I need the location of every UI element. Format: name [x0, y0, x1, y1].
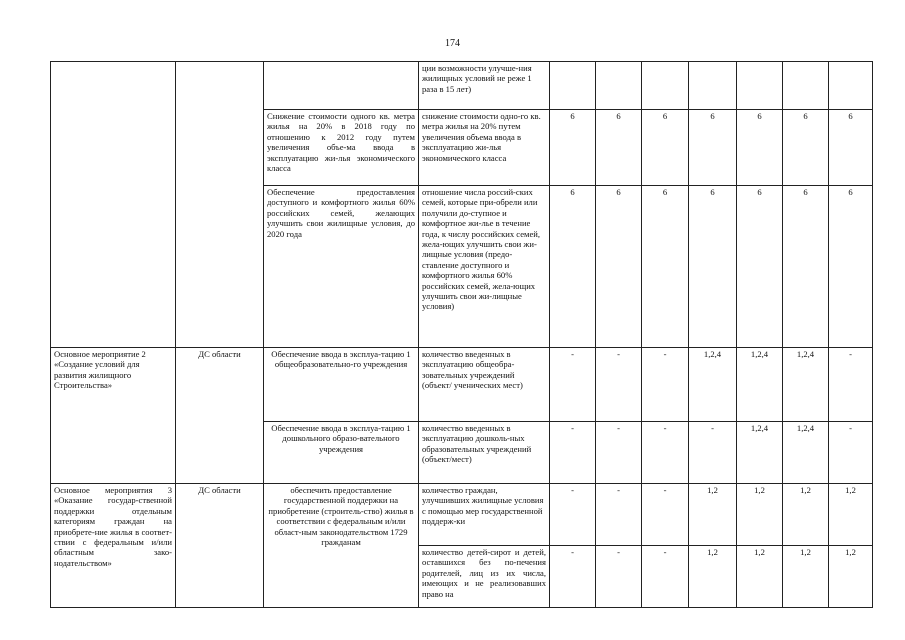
- indicator-cell: количество введенных в эксплуатацию общеобра-зовательных учреждений (объект/ ученических мест): [419, 348, 550, 422]
- value-cell: 1,2: [689, 546, 737, 608]
- value-cell: 6: [829, 110, 873, 186]
- value-cell: 6: [642, 110, 689, 186]
- table-row: [51, 62, 873, 110]
- value-cell: [737, 62, 783, 110]
- indicator-cell: количество детей-сирот и детей, оставшихся без по-печения родителей, лиц из их числа, имеющих и не реализовавших право на: [419, 546, 550, 608]
- page-number: 174: [445, 38, 460, 49]
- value-cell: -: [596, 422, 642, 484]
- value-cell: 1,2: [737, 546, 783, 608]
- value-cell: -: [642, 546, 689, 608]
- value-cell: 6: [596, 110, 642, 186]
- goal-cell: Основное мероприятия 3 «Оказание государ-ственной поддержки отдельным категориям граждан на приобрете-ние жилья в соответ-ствии с федеральным и/или областным зако-нодательством»: [51, 484, 176, 608]
- target-cell: Обеспечение ввода в эксплуа-тацию 1 дошкольного образо-вательного учреждения: [264, 422, 419, 484]
- value-cell: -: [642, 348, 689, 422]
- value-cell: 6: [783, 186, 829, 348]
- value-cell: [829, 62, 873, 110]
- value-cell: -: [550, 546, 596, 608]
- value-cell: -: [642, 422, 689, 484]
- value-cell: -: [550, 348, 596, 422]
- value-cell: [783, 62, 829, 110]
- value-cell: 6: [642, 186, 689, 348]
- value-cell: 1,2: [689, 484, 737, 546]
- value-cell: -: [689, 422, 737, 484]
- indicator-cell: количество граждан, улучшивших жилищные условия с помощью мер государственной поддерж-ки: [419, 484, 550, 546]
- goal-cell: Основное мероприятие 2 «Создание условий для развития жилищного Строительства»: [51, 348, 176, 484]
- value-cell: 1,2,4: [783, 422, 829, 484]
- value-cell: -: [829, 422, 873, 484]
- value-cell: [642, 62, 689, 110]
- value-cell: -: [596, 546, 642, 608]
- value-cell: -: [596, 348, 642, 422]
- value-cell: 6: [737, 110, 783, 186]
- value-cell: 1,2: [783, 546, 829, 608]
- value-cell: 6: [737, 186, 783, 348]
- value-cell: 1,2: [737, 484, 783, 546]
- target-cell: обеспечить предоставление государственной поддержки на приобретение (строитель-ство) жилья в соответствии с федеральным и/или област-ным законодательством 1729 гражданам: [264, 484, 419, 608]
- value-cell: 6: [596, 186, 642, 348]
- value-cell: [596, 62, 642, 110]
- goal-cell: [51, 62, 176, 348]
- value-cell: [689, 62, 737, 110]
- target-cell: Обеспечение предоставления доступного и комфортного жилья 60% российских семей, желающих улучшить свои жилищные условия, до 2020 года: [264, 186, 419, 348]
- value-cell: 6: [689, 110, 737, 186]
- indicator-cell: количество введенных в эксплуатацию дошколь-ных образовательных учреждений (объект/мест): [419, 422, 550, 484]
- executor-cell: ДС области: [176, 484, 264, 608]
- executor-cell: ДС области: [176, 348, 264, 484]
- target-cell: Обеспечение ввода в эксплуа-тацию 1 общеобразовательно-го учреждения: [264, 348, 419, 422]
- value-cell: 6: [783, 110, 829, 186]
- indicator-cell: снижение стоимости одно-го кв. метра жилья на 20% путем увеличения объема ввода в эксплуатацию жи-лья экономического класса: [419, 110, 550, 186]
- value-cell: 1,2,4: [783, 348, 829, 422]
- value-cell: 1,2,4: [737, 348, 783, 422]
- value-cell: -: [550, 484, 596, 546]
- value-cell: 6: [829, 186, 873, 348]
- indicator-cell: отношение числа россий-ских семей, которые при-обрели или получили до-ступное и комфортное жи-лье в течение года, к числу российских семей, жела-ющих улучшить свои жи-лищные условия (предо-ставление доступного и комфортного жилья 60% российских семей, жела-ющих улучшить свои жи-лищные условия): [419, 186, 550, 348]
- value-cell: 1,2,4: [689, 348, 737, 422]
- table-row: [51, 348, 873, 422]
- executor-cell: [176, 62, 264, 348]
- target-cell: Снижение стоимости одного кв. метра жилья на 20% в 2018 году по отношению к 2012 году путем увеличения объе-ма ввода в эксплуатацию жи-лья экономического класса: [264, 110, 419, 186]
- value-cell: 6: [689, 186, 737, 348]
- value-cell: -: [829, 348, 873, 422]
- table-row: [51, 484, 873, 546]
- value-cell: [550, 62, 596, 110]
- value-cell: 6: [550, 110, 596, 186]
- value-cell: 1,2: [783, 484, 829, 546]
- value-cell: -: [596, 484, 642, 546]
- indicator-cell: ции возможности улучше-ния жилищных условий не реже 1 раза в 15 лет): [419, 62, 550, 110]
- target-cell: [264, 62, 419, 110]
- value-cell: -: [550, 422, 596, 484]
- value-cell: 6: [550, 186, 596, 348]
- value-cell: 1,2: [829, 546, 873, 608]
- value-cell: 1,2: [829, 484, 873, 546]
- program-table: [50, 61, 873, 608]
- value-cell: 1,2,4: [737, 422, 783, 484]
- value-cell: -: [642, 484, 689, 546]
